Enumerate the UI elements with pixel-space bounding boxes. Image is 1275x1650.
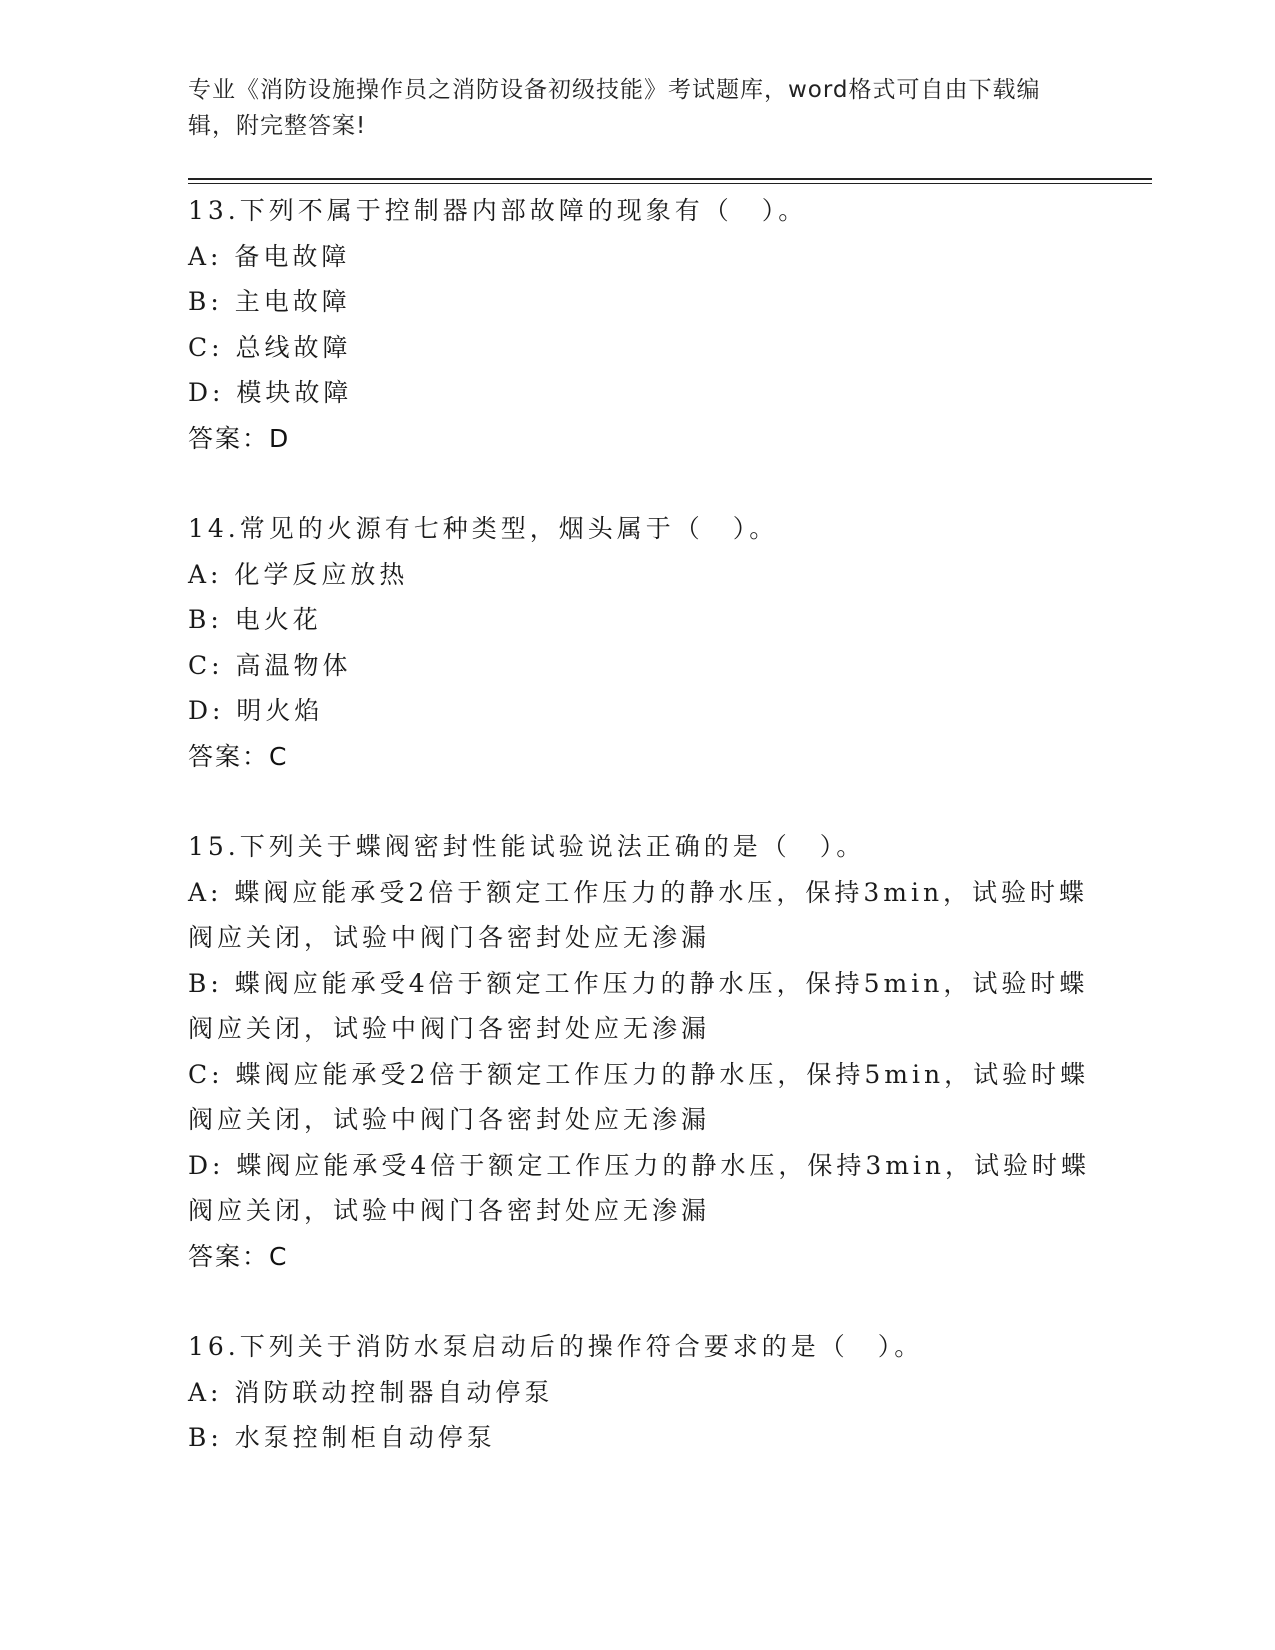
header-rule-thin <box>188 183 1152 184</box>
question-stem: 13.下列不属于控制器内部故障的现象有（ ）。 <box>188 196 808 225</box>
question-option: B: 主电故障 <box>188 287 351 316</box>
question-block <box>188 1324 1088 1461</box>
question-answer: 答案：D <box>188 423 291 453</box>
question-option: B: 电火花 <box>188 605 322 634</box>
question-option: A: 化学反应放热 <box>188 559 409 589</box>
question-stem: 15.下列关于蝶阀密封性能试验说法正确的是（ ）。 <box>188 832 866 861</box>
question-option: D: 模块故障 <box>188 378 353 407</box>
question-option: C: 总线故障 <box>188 332 352 362</box>
question-answer: 答案：C <box>188 1241 289 1271</box>
question-option: B: 水泵控制柜自动停泵 <box>188 1423 496 1452</box>
header-rule-thick <box>188 178 1152 180</box>
header-line-2: 辑，附完整答案! <box>188 113 367 139</box>
header-line-1: 专业《消防设施操作员之消防设备初级技能》考试题库，word格式可自由下载编 <box>188 77 1041 103</box>
question-option: C: 高温物体 <box>188 650 352 680</box>
question-block <box>188 188 1088 461</box>
question-list <box>188 188 1091 1506</box>
question-option: 阀应关闭，试验中阀门各密封处应无渗漏 <box>188 923 711 952</box>
question-option: 阀应关闭，试验中阀门各密封处应无渗漏 <box>188 1105 711 1134</box>
question-option: B: 蝶阀应能承受4倍于额定工作压力的静水压，保持5min，试验时蝶 <box>188 968 1089 998</box>
document-header <box>188 72 1068 144</box>
question-option: A: 备电故障 <box>188 241 351 271</box>
question-block <box>188 824 1091 1279</box>
question-option: A: 蝶阀应能承受2倍于额定工作压力的静水压，保持3min，试验时蝶 <box>188 877 1089 907</box>
question-option: D: 明火焰 <box>188 696 324 725</box>
question-block <box>188 506 1088 779</box>
question-option: 阀应关闭，试验中阀门各密封处应无渗漏 <box>188 1014 711 1043</box>
question-option: C: 蝶阀应能承受2倍于额定工作压力的静水压，保持5min，试验时蝶 <box>188 1059 1090 1089</box>
question-option: 阀应关闭，试验中阀门各密封处应无渗漏 <box>188 1196 711 1225</box>
question-stem: 16.下列关于消防水泵启动后的操作符合要求的是（ ）。 <box>188 1332 924 1361</box>
question-stem: 14.常见的火源有七种类型，烟头属于（ ）。 <box>188 514 779 543</box>
question-option: D: 蝶阀应能承受4倍于额定工作压力的静水压，保持3min，试验时蝶 <box>188 1150 1091 1180</box>
question-option: A: 消防联动控制器自动停泵 <box>188 1377 554 1407</box>
question-answer: 答案：C <box>188 741 289 771</box>
